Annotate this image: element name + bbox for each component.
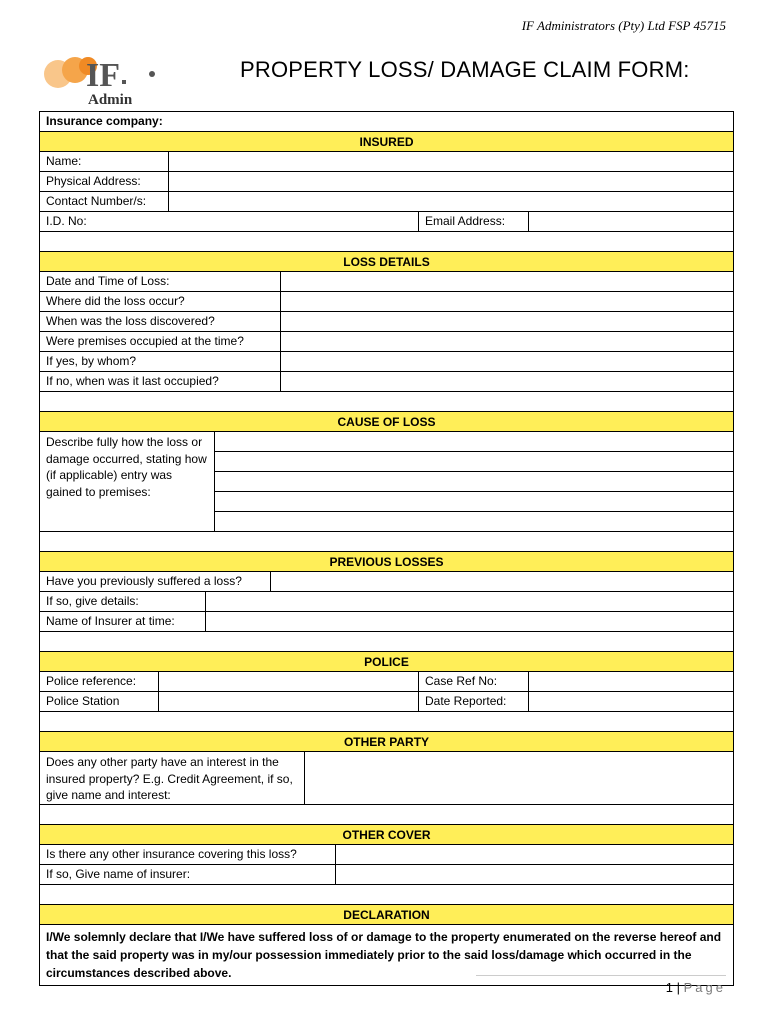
case-ref-label: Case Ref No: [418, 672, 528, 691]
other-insurance-field[interactable] [335, 845, 733, 864]
physical-address-row [40, 172, 733, 192]
previous-loss-field[interactable] [270, 572, 733, 591]
spacer-row [40, 532, 733, 552]
cause-of-loss-heading: CAUSE OF LOSS [337, 415, 436, 429]
loss-date-time-field[interactable] [280, 272, 733, 291]
cause-line[interactable] [215, 472, 733, 492]
loss-label: Were premises occupied at the time? [46, 334, 244, 348]
insurance-company-label: Insurance company: [46, 114, 163, 128]
loss-label: Date and Time of Loss: [46, 274, 170, 288]
loss-row [40, 372, 733, 392]
case-ref-field[interactable] [528, 672, 733, 691]
occupied-by-field[interactable] [280, 352, 733, 371]
spacer-row [40, 805, 733, 825]
loss-label: If yes, by whom? [46, 354, 137, 368]
police-station-field[interactable] [158, 692, 418, 711]
cause-description-row [40, 432, 733, 532]
declaration-heading: DECLARATION [343, 908, 430, 922]
previous-loss-row [40, 572, 733, 592]
name-field[interactable] [168, 152, 733, 171]
loss-label: When was the loss discovered? [46, 314, 215, 328]
physical-address-field[interactable] [168, 172, 733, 191]
id-email-row [40, 212, 733, 232]
other-cover-heading: OTHER COVER [342, 828, 431, 842]
date-reported-field[interactable] [528, 692, 733, 711]
police-reference-label: Police reference: [46, 674, 137, 688]
other-party-label: Does any other party have an interest in the insured property? E.g. Credit Agreement, if so, give name and interest: [46, 755, 293, 802]
name-label: Name: [46, 154, 82, 168]
loss-label: Where did the loss occur? [46, 294, 185, 308]
loss-discovered-field[interactable] [280, 312, 733, 331]
cause-line[interactable] [215, 452, 733, 472]
form-title: PROPERTY LOSS/ DAMAGE CLAIM FORM: [240, 57, 690, 82]
loss-row [40, 332, 733, 352]
police-header [40, 652, 733, 672]
cause-line[interactable] [215, 492, 733, 512]
previous-insurer-row [40, 612, 733, 632]
spacer-row [40, 232, 733, 252]
email-address-field[interactable] [528, 212, 733, 231]
cause-line[interactable] [215, 512, 733, 531]
other-insurance-row [40, 845, 733, 865]
claim-form-table [39, 111, 734, 986]
page-footer [476, 975, 726, 995]
police-station-row [40, 692, 733, 712]
loss-row [40, 292, 733, 312]
other-party-row [40, 752, 733, 805]
spacer-row [40, 885, 733, 905]
previous-losses-header [40, 552, 733, 572]
previous-details-label: If so, give details: [46, 594, 139, 608]
loss-label: If no, when was it last occupied? [46, 374, 219, 388]
contact-number-field[interactable] [168, 192, 733, 211]
loss-row [40, 272, 733, 292]
other-party-header [40, 732, 733, 752]
svg-text:Admin: Admin [88, 92, 133, 108]
other-insurer-field[interactable] [335, 865, 733, 884]
insured-header [40, 132, 733, 152]
previous-insurer-label: Name of Insurer at time: [46, 614, 175, 628]
previous-insurer-field[interactable] [205, 612, 733, 631]
declaration-header [40, 905, 733, 925]
police-heading: POLICE [364, 655, 409, 669]
spacer-row [40, 712, 733, 732]
spacer-row [40, 392, 733, 412]
loss-location-field[interactable] [280, 292, 733, 311]
page-word: Page [683, 980, 726, 995]
id-number-label: I.D. No: [46, 214, 87, 228]
spacer-row [40, 632, 733, 652]
police-reference-field[interactable] [158, 672, 418, 691]
previous-loss-label: Have you previously suffered a loss? [46, 574, 242, 588]
if-admin-logo [42, 52, 162, 112]
page-separator: | [676, 980, 680, 995]
company-fsp-line: IF Administrators (Pty) Ltd FSP 45715 [521, 18, 726, 33]
other-party-heading: OTHER PARTY [343, 735, 430, 749]
other-cover-header [40, 825, 733, 845]
svg-text:IF: IF [86, 57, 120, 94]
last-occupied-field[interactable] [280, 372, 733, 391]
police-reference-row [40, 672, 733, 692]
insured-heading: INSURED [359, 135, 414, 149]
other-party-line[interactable] [305, 752, 733, 804]
police-station-label: Police Station [46, 694, 120, 708]
loss-details-heading: LOSS DETAILS [343, 255, 430, 269]
cause-description-lines[interactable] [214, 432, 733, 531]
cause-line[interactable] [215, 432, 733, 452]
contact-number-row [40, 192, 733, 212]
loss-details-header [40, 252, 733, 272]
cause-of-loss-header [40, 412, 733, 432]
loss-row [40, 352, 733, 372]
page-number: 1 [665, 980, 673, 995]
cause-description-label: Describe fully how the loss or damage occurred, stating how (if applicable) entry was gained to premises: [46, 435, 207, 499]
other-insurance-label: Is there any other insurance covering this loss? [46, 847, 297, 861]
email-address-label: Email Address: [418, 212, 528, 231]
date-reported-label: Date Reported: [418, 692, 528, 711]
other-insurer-label: If so, Give name of insurer: [46, 867, 191, 881]
declaration-text: I/We solemnly declare that I/We have suffered loss of or damage to the property enumerated on the reverse hereof and that the said property was in my/our possession immediately prior to the said loss/damage which occurred in the circumstances described above. [40, 925, 733, 986]
previous-details-field[interactable] [205, 592, 733, 611]
contact-number-label: Contact Number/s: [46, 194, 147, 208]
loss-row [40, 312, 733, 332]
premises-occupied-field[interactable] [280, 332, 733, 351]
name-row [40, 152, 733, 172]
previous-losses-heading: PREVIOUS LOSSES [329, 555, 444, 569]
physical-address-label: Physical Address: [46, 174, 141, 188]
other-party-field[interactable] [304, 752, 733, 804]
previous-details-row [40, 592, 733, 612]
insurance-company-row[interactable] [40, 112, 733, 132]
other-insurer-row [40, 865, 733, 885]
